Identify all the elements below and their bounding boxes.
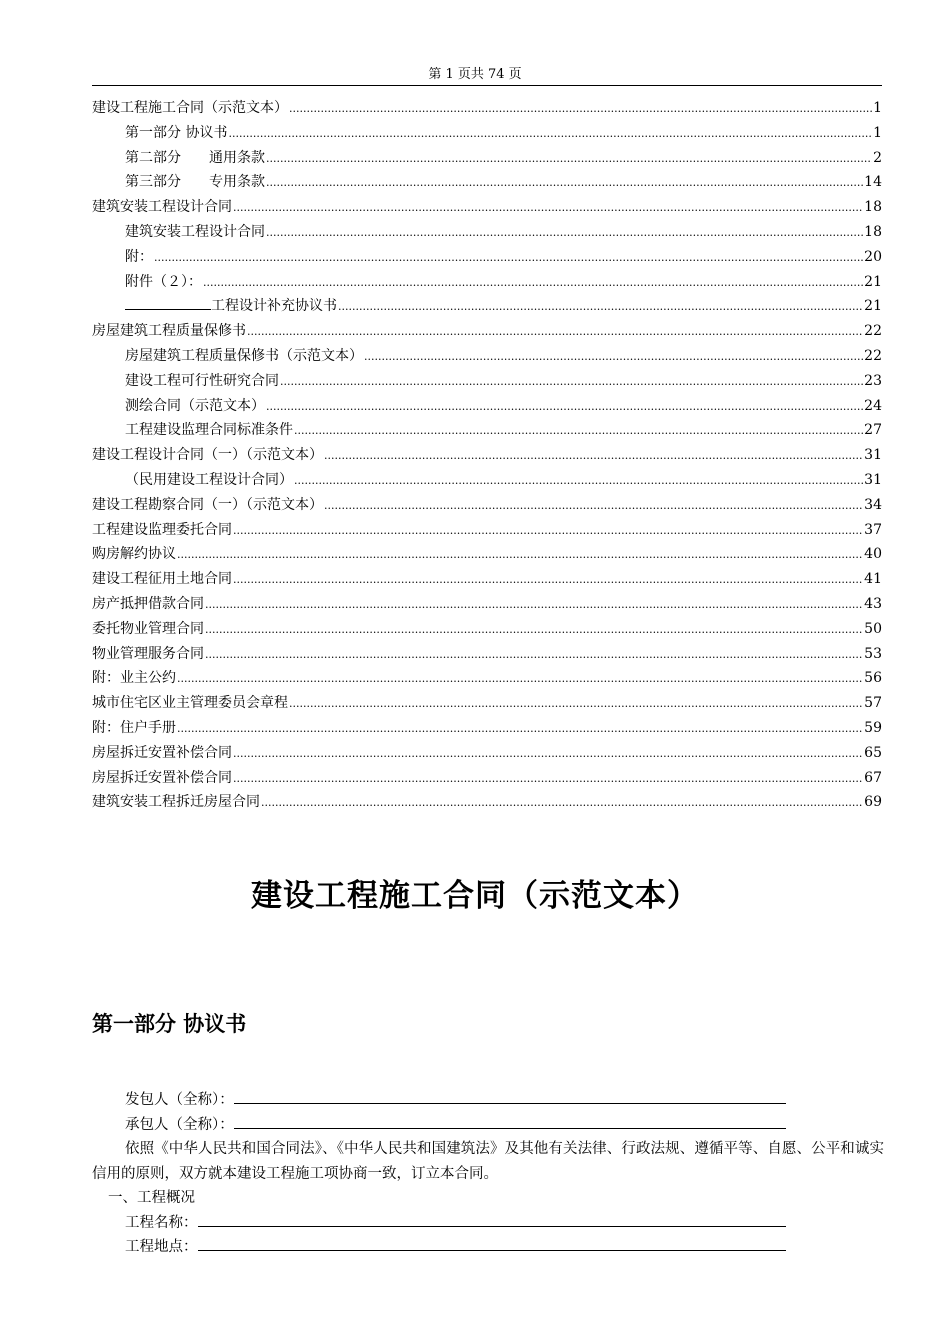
toc-leader-dots (266, 226, 863, 239)
toc-page-number: 18 (864, 223, 882, 240)
toc-entry[interactable] (92, 692, 882, 717)
toc-leader-dots (177, 672, 863, 685)
toc-leader-dots (177, 548, 863, 561)
toc-entry-label (125, 221, 265, 241)
toc-entry-label (125, 147, 265, 167)
toc-entry-label (92, 643, 204, 663)
toc-page-number: 67 (864, 769, 882, 786)
toc-page-number: 53 (864, 645, 882, 662)
toc-leader-dots (233, 747, 863, 760)
toc-entry[interactable] (92, 320, 882, 345)
toc-entry[interactable] (92, 196, 882, 221)
toc-entry-text: 房产抵押借款合同 (92, 595, 204, 612)
toc-entry-text: 附件（２）： (125, 273, 202, 290)
toc-leader-dots (261, 796, 863, 809)
toc-page-number: 1 (873, 124, 882, 141)
toc-entry-text: 第二部分 通用条款 (125, 149, 265, 166)
toc-page-number: 14 (864, 174, 882, 191)
toc-entry-label (92, 618, 204, 638)
toc-leader-dots (154, 251, 863, 264)
toc-leader-dots (233, 201, 863, 214)
toc-leader-dots (324, 449, 863, 462)
toc-entry[interactable] (92, 494, 882, 519)
toc-entry-text: 测绘合同（示范文本） (125, 397, 265, 414)
toc-page-number: 50 (864, 620, 882, 637)
toc-entry-label (125, 171, 265, 191)
toc-entry[interactable] (92, 643, 882, 668)
toc-page-number: 27 (864, 422, 882, 439)
toc-page-number: 21 (864, 298, 882, 315)
toc-entry[interactable] (92, 568, 882, 593)
toc-entry[interactable] (92, 543, 882, 568)
toc-entry-label (125, 295, 337, 315)
toc-entry[interactable] (92, 791, 882, 816)
toc-entry-text: （民用建设工程设计合同） (125, 471, 293, 488)
contractor-field-row (92, 1113, 884, 1138)
toc-leader-dots (266, 152, 872, 165)
toc-entry-label (92, 717, 176, 737)
toc-entry-label (92, 494, 323, 514)
toc-leader-dots (247, 325, 863, 338)
toc-entry-text: 工程建设监理合同标准条件 (125, 422, 293, 439)
employer-field-row (92, 1088, 884, 1113)
toc-page-number: 37 (864, 521, 882, 538)
toc-entry-label (125, 469, 293, 489)
toc-entry[interactable] (92, 618, 882, 643)
toc-entry[interactable] (92, 593, 882, 618)
toc-entry-text: 房屋拆迁安置补偿合同 (92, 769, 232, 786)
page-indicator: 第 1 页共 74 页 (428, 67, 522, 82)
toc-page-number: 40 (864, 546, 882, 563)
toc-page-number: 43 (864, 595, 882, 612)
toc-entry-label (92, 444, 323, 464)
header-rule (92, 85, 882, 86)
toc-page-number: 59 (864, 719, 882, 736)
toc-entry[interactable] (92, 246, 882, 271)
toc-leader-dots (338, 300, 863, 313)
employer-blank[interactable] (234, 1089, 786, 1104)
toc-entry-text: 委托物业管理合同 (92, 620, 204, 637)
toc-entry[interactable] (92, 717, 882, 742)
toc-entry[interactable] (92, 519, 882, 544)
toc-page-number: 69 (864, 794, 882, 811)
toc-leader-dots (294, 424, 863, 437)
toc-page-number: 34 (864, 496, 882, 513)
project-name-blank[interactable] (198, 1212, 786, 1227)
toc-entry-text: 建设工程施工合同（示范文本） (92, 100, 288, 116)
toc-page-number: 22 (864, 347, 882, 364)
toc-entry-text: 附： (125, 248, 153, 265)
toc-entry-label (92, 791, 260, 811)
toc-entry[interactable] (92, 667, 882, 692)
toc-entry-label (125, 419, 293, 439)
toc-page-number: 23 (864, 372, 882, 389)
toc-entry-label (92, 767, 232, 787)
toc-page-number: 31 (864, 447, 882, 464)
toc-entry[interactable] (92, 419, 882, 444)
document-title: 建设工程施工合同（示范文本） (251, 878, 699, 914)
toc-entry-text: 工程建设监理委托合同 (92, 521, 232, 538)
toc-entry-text: 建设工程可行性研究合同 (125, 372, 279, 389)
toc-entry[interactable] (92, 221, 882, 246)
toc-entry-label (125, 345, 363, 365)
toc-entry-text: 建筑安装工程设计合同 (125, 223, 265, 240)
toc-entry-label (92, 519, 232, 539)
toc-leader-dots (205, 598, 863, 611)
toc-entry-label (92, 742, 232, 762)
toc-entry-label (92, 593, 204, 613)
toc-entry-text: 附：业主公约 (92, 670, 176, 687)
toc-entry-text: 建设工程征用土地合同 (92, 571, 232, 588)
toc-leader-dots (289, 697, 863, 710)
toc-entry-label (125, 271, 202, 291)
toc-page-number: 57 (864, 695, 882, 712)
toc-entry-text: 建设工程设计合同（一）（示范文本） (92, 447, 323, 464)
toc-entry[interactable] (92, 370, 882, 395)
toc-leader-dots (233, 524, 863, 537)
toc-entry[interactable] (92, 767, 882, 792)
toc-leader-dots (228, 127, 872, 140)
toc-entry-label (125, 122, 227, 142)
toc-page-number: 2 (873, 149, 882, 166)
intro-paragraph: 依照《中华人民共和国合同法》、《中华人民共和国建筑法》及其他有关法律、行政法规、遵循平等、自愿、公平和诚实信用的原则，双方就本建设工程施工项协商一致，订立本合同。 (92, 1141, 884, 1182)
toc-entry-text: 房屋拆迁安置补偿合同 (92, 744, 232, 761)
toc-entry-text: 房屋建筑工程质量保修书 (92, 323, 246, 340)
toc-entry-text: 房屋建筑工程质量保修书（示范文本） (125, 347, 363, 364)
toc-leader-dots (203, 276, 863, 289)
toc-entry-text: 建筑安装工程设计合同 (92, 199, 232, 216)
project-name-label: 工程名称： (125, 1214, 198, 1231)
toc-entry[interactable] (92, 295, 882, 320)
page-header (0, 67, 950, 83)
employer-label: 发包人（全称）： (125, 1092, 234, 1108)
project-location-blank[interactable] (198, 1236, 786, 1251)
toc-leader-dots (205, 648, 863, 661)
contractor-label: 承包人（全称）： (125, 1116, 234, 1133)
toc-entry-text: 第一部分 协议书 (125, 124, 228, 141)
toc-entry-text: 建设工程勘察合同（一）（示范文本） (92, 496, 323, 513)
toc-entry-text: 附：住户手册 (92, 719, 176, 736)
contractor-blank[interactable] (234, 1114, 786, 1129)
toc-leader-dots (233, 573, 863, 586)
toc-entry[interactable] (92, 469, 882, 494)
toc-page-number: 21 (864, 273, 882, 290)
toc-page-number: 56 (864, 670, 882, 687)
toc-page-number: 65 (864, 744, 882, 761)
toc-entry-label (125, 395, 265, 415)
toc-leader-dots (294, 474, 863, 487)
toc-entry-label (125, 370, 279, 390)
toc-entry-text: 第三部分 专用条款 (125, 174, 265, 191)
project-name-row (92, 1211, 884, 1236)
toc-page-number: 31 (864, 471, 882, 488)
toc-leader-dots (177, 722, 863, 735)
toc-entry-label (125, 246, 153, 266)
toc-entry-label (92, 543, 176, 563)
toc-entry[interactable] (92, 171, 882, 196)
toc-entry[interactable] (92, 271, 882, 296)
toc-leader-dots (364, 350, 863, 363)
toc-entry-text: 建筑安装工程拆迁房屋合同 (92, 794, 260, 811)
toc-blank-line (125, 297, 211, 310)
toc-entry-text: 物业管理服务合同 (92, 645, 204, 662)
toc-entry[interactable] (92, 122, 882, 147)
toc-entry-text: 购房解约协议 (92, 546, 176, 563)
toc-page-number: 18 (864, 199, 882, 216)
toc-entry-label (92, 320, 246, 340)
toc-page-number: 22 (864, 323, 882, 340)
toc-entry-label (92, 196, 232, 216)
toc-leader-dots (205, 623, 863, 636)
toc-entry-label (92, 667, 176, 687)
toc-entry[interactable] (92, 147, 882, 172)
project-location-row (92, 1235, 884, 1260)
toc-leader-dots (324, 499, 863, 512)
toc-entry[interactable] (92, 97, 882, 122)
section-title: 第一部分 协议书 (92, 1012, 247, 1036)
toc-entry-text: 城市住宅区业主管理委员会章程 (92, 695, 288, 712)
toc-entry-label (92, 97, 288, 117)
toc-entry[interactable] (92, 345, 882, 370)
toc-page-number: 41 (864, 571, 882, 588)
toc-entry[interactable] (92, 444, 882, 469)
toc-entry[interactable] (92, 395, 882, 420)
toc-entry[interactable] (92, 742, 882, 767)
toc-page-number: 20 (864, 248, 882, 265)
toc-leader-dots (266, 400, 863, 413)
table-of-contents (92, 97, 882, 816)
agreement-body (92, 1088, 884, 1260)
toc-leader-dots (289, 102, 872, 115)
toc-entry-text: 工程设计补充协议书 (211, 298, 337, 315)
toc-leader-dots (280, 375, 863, 388)
toc-entry-label (92, 568, 232, 588)
toc-entry-label (92, 692, 288, 712)
toc-page-number: 24 (864, 397, 882, 414)
toc-page-number: 1 (873, 100, 882, 116)
toc-leader-dots (233, 772, 863, 785)
toc-leader-dots (266, 176, 863, 189)
project-location-label: 工程地点： (125, 1239, 198, 1255)
section-one-heading: 一、工程概况 (108, 1190, 195, 1206)
